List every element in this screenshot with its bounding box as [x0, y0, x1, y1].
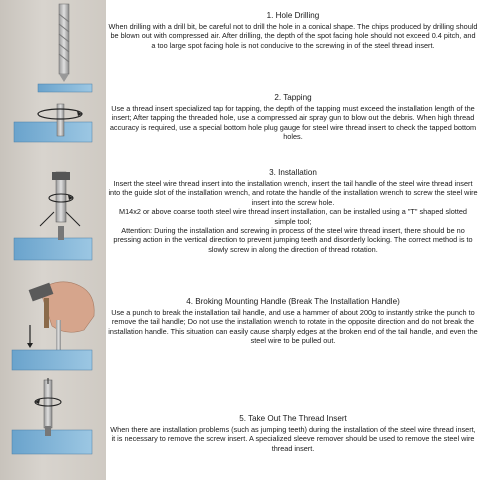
step-body	[108, 425, 478, 453]
step-title: 3. Installation	[269, 168, 317, 177]
step-title: 1. Hole Drilling	[266, 11, 320, 20]
step-paragraph: Use a thread insert specialized tap for tapping, the depth of the tapping must exceed the installation length of the insert; After tapping the threaded hole, use a compressed air spray gun to blow out the debris. When high thread accuracy is required, use a special bottom hole plug gauge for steel wire thread insert to check the tapped bottom holes.	[109, 104, 477, 142]
step-installation	[108, 168, 478, 254]
step-body	[108, 104, 478, 142]
installation-illustration	[14, 172, 92, 260]
instructions-column	[108, 0, 478, 480]
step-paragraph: Attention: During the installation and screwing in process of the steel wire thread insert, there should be no pressing action in the vertical direction to prevent jumping teeth and disorderly locking. The correct method is to slowly screw in along the direction of thread rotation.	[113, 226, 473, 254]
illustration-strip	[0, 0, 106, 480]
step-paragraph: Insert the steel wire thread insert into the installation wrench, insert the tail handle of the steel wire thread insert into the guide slot of the installation wrench, and rotate the handle of the installation wrench to screw the steel wire insert into the screw hole.	[108, 179, 478, 207]
step-paragraph: Use a punch to break the installation tail handle, and use a hammer of about 200g to instantly strike the punch to remove the tail handle; Do not use the installation wrench to rotate in the opposite direction and do not break the installation handle. This situation can easily cause sharply edges at the broken end of the tail handle, and even the steel wire to be pulled out.	[108, 308, 478, 346]
hammer-illustration	[12, 282, 94, 370]
step-paragraph: When drilling with a drill bit, be careful not to drill the hole in a conical shape. The chips produced by drilling should be blown out with compressed air. After drilling, the depth of the spot facing hole should not exceed 0.4 pitch, and a too large spot facing hole is not conducive to the screwing in of the steel thread insert.	[108, 22, 478, 50]
step-body	[108, 179, 478, 254]
step-paragraph: When there are installation problems (such as jumping teeth) during the installation of the steel wire thread insert, it is necessary to remove the screw insert. A specialized sleeve remover should be used to remove the steel wire thread insert.	[110, 425, 476, 453]
step-title: 5. Take Out The Thread Insert	[239, 414, 347, 423]
tapping-illustration	[14, 104, 92, 142]
step-take-out-insert	[108, 414, 478, 453]
step-paragraph: M14x2 or above coarse tooth steel wire thread insert installation, can be installed using a "T" shaped slotted simple tool;	[119, 207, 467, 226]
step-break-handle	[108, 297, 478, 346]
step-body	[108, 22, 478, 50]
step-title: 2. Tapping	[274, 93, 312, 102]
illustration-art	[0, 0, 106, 480]
drill-illustration	[38, 4, 92, 92]
step-body	[108, 308, 478, 346]
step-hole-drilling	[108, 11, 478, 50]
step-tapping	[108, 93, 478, 142]
step-title: 4. Broking Mounting Handle (Break The Installation Handle)	[186, 297, 400, 306]
removal-illustration	[12, 378, 92, 454]
